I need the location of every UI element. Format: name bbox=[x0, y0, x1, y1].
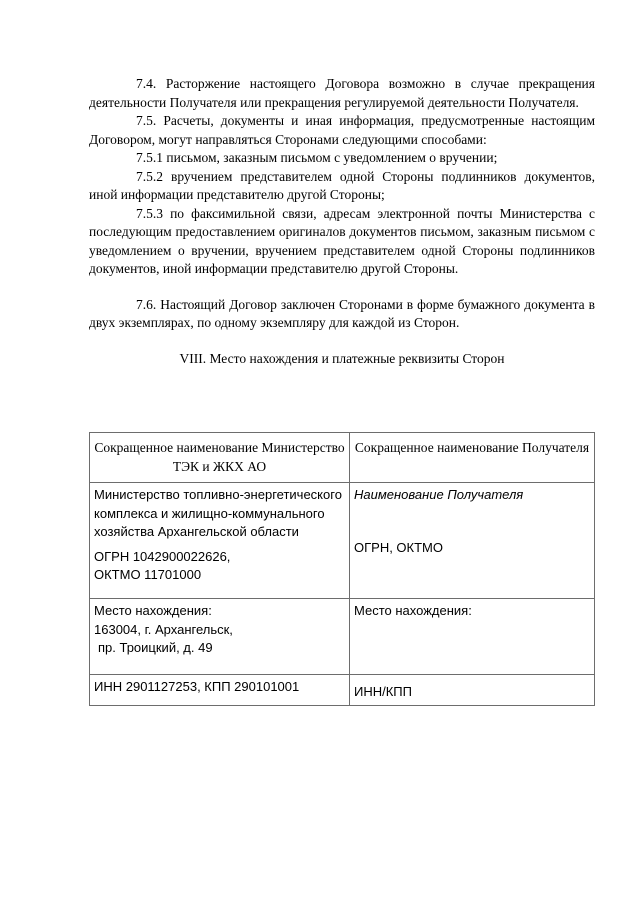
left-location-address-1: 163004, г. Архангельск, bbox=[94, 621, 233, 637]
requisites-table bbox=[89, 432, 595, 706]
table-row bbox=[90, 675, 595, 706]
right-location-label: Место нахождения: bbox=[354, 603, 472, 618]
left-org-name: Министерство топливно-энергетического комплекса и жилищно-коммунального хозяйства Архангельской области bbox=[94, 487, 342, 539]
table-row bbox=[90, 599, 595, 675]
paragraph-7-5-2: 7.5.2 вручением представителем одной Стороны подлинников документов, иной информации представителю другой Стороны; bbox=[89, 168, 595, 202]
paragraph-7-5-3: 7.5.3 по факсимильной связи, адресам электронной почты Министерства с последующим предоставлением оригиналов документов письмом, заказным письмом с уведомлением о вручении, вручением представителем одной Стороны подлинников документов, иной информации представителю другой Стороны. bbox=[89, 205, 595, 276]
right-name-cell bbox=[350, 483, 595, 599]
document-body bbox=[89, 75, 595, 368]
right-org-name: Наименование Получателя bbox=[354, 487, 524, 502]
section-title: VIII. Место нахождения и платежные реквизиты Сторон bbox=[179, 350, 505, 366]
left-name-cell bbox=[90, 483, 350, 599]
right-ogrn-oktmo: ОГРН, ОКТМО bbox=[354, 539, 444, 555]
right-location-cell bbox=[350, 599, 595, 675]
left-oktmo: ОКТМО 11701000 bbox=[94, 567, 202, 582]
left-location-address-2: пр. Троицкий, д. 49 bbox=[98, 640, 213, 655]
header-left-cell: Сокращенное наименование Министерство ТЭК и ЖКХ АО bbox=[90, 433, 350, 483]
left-ogrn: ОГРН 1042900022626, bbox=[94, 548, 231, 564]
left-inn-cell: ИНН 2901127253, КПП 290101001 bbox=[90, 675, 350, 706]
left-location-label: Место нахождения: bbox=[94, 603, 212, 618]
paragraph-7-4: 7.4. Расторжение настоящего Договора возможно в случае прекращения деятельности Получателя или прекращения регулируемой деятельности Получателя. bbox=[89, 76, 595, 110]
paragraph-7-6: 7.6. Настоящий Договор заключен Сторонами в форме бумажного документа в двух экземплярах, по одному экземпляру для каждой из Сторон. bbox=[89, 296, 595, 330]
table-row bbox=[90, 483, 595, 599]
paragraph-7-5: 7.5. Расчеты, документы и иная информация, предусмотренные настоящим Договором, могут направляться Сторонами следующими способами: bbox=[89, 113, 595, 147]
right-inn-cell: ИНН/КПП bbox=[350, 675, 595, 706]
paragraph-7-5-1: 7.5.1 письмом, заказным письмом с уведомлением о вручении; bbox=[136, 150, 498, 165]
left-location-cell bbox=[90, 599, 350, 675]
header-right-cell: Сокращенное наименование Получателя bbox=[350, 433, 595, 483]
table-row bbox=[90, 433, 595, 483]
